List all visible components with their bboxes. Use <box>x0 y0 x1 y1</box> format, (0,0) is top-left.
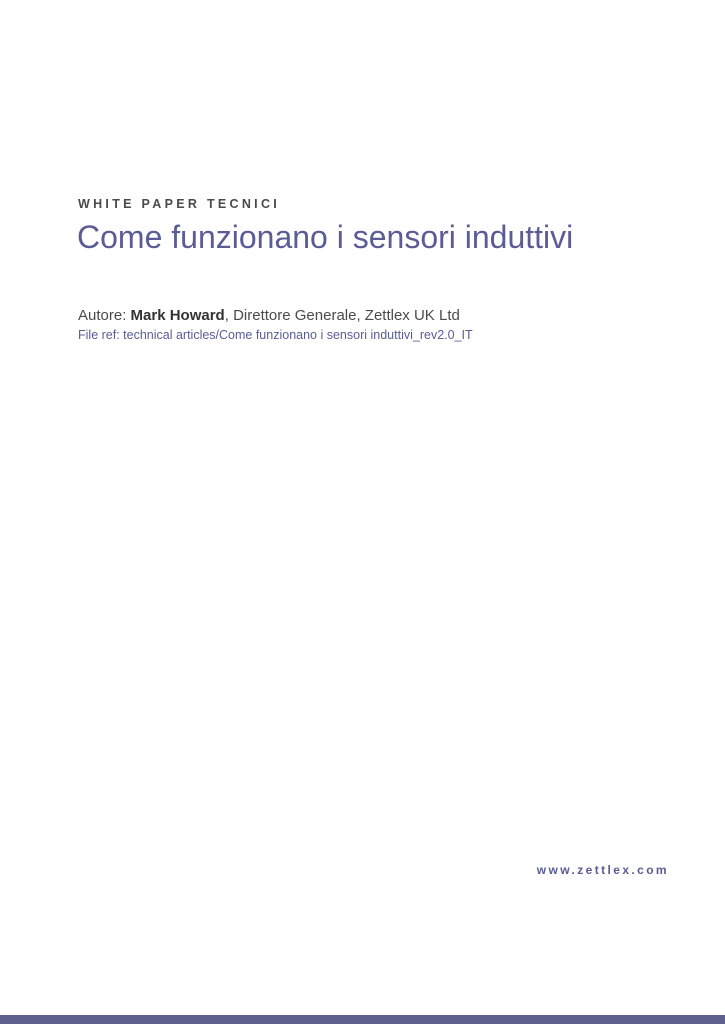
author-prefix: Autore: <box>78 307 131 324</box>
file-reference: File ref: technical articles/Come funzionano i sensori induttivi_rev2.0_IT <box>78 328 473 342</box>
author-role: , Direttore Generale, Zettlex UK Ltd <box>224 307 460 324</box>
section-label: WHITE PAPER TECNICI <box>78 197 281 211</box>
footer-bar <box>0 1015 725 1024</box>
document-title: Come funzionano i sensori induttivi <box>77 219 574 255</box>
website-link[interactable]: www.zettlex.com <box>536 863 669 877</box>
author-name: Mark Howard <box>130 307 225 324</box>
author-line <box>78 307 460 324</box>
